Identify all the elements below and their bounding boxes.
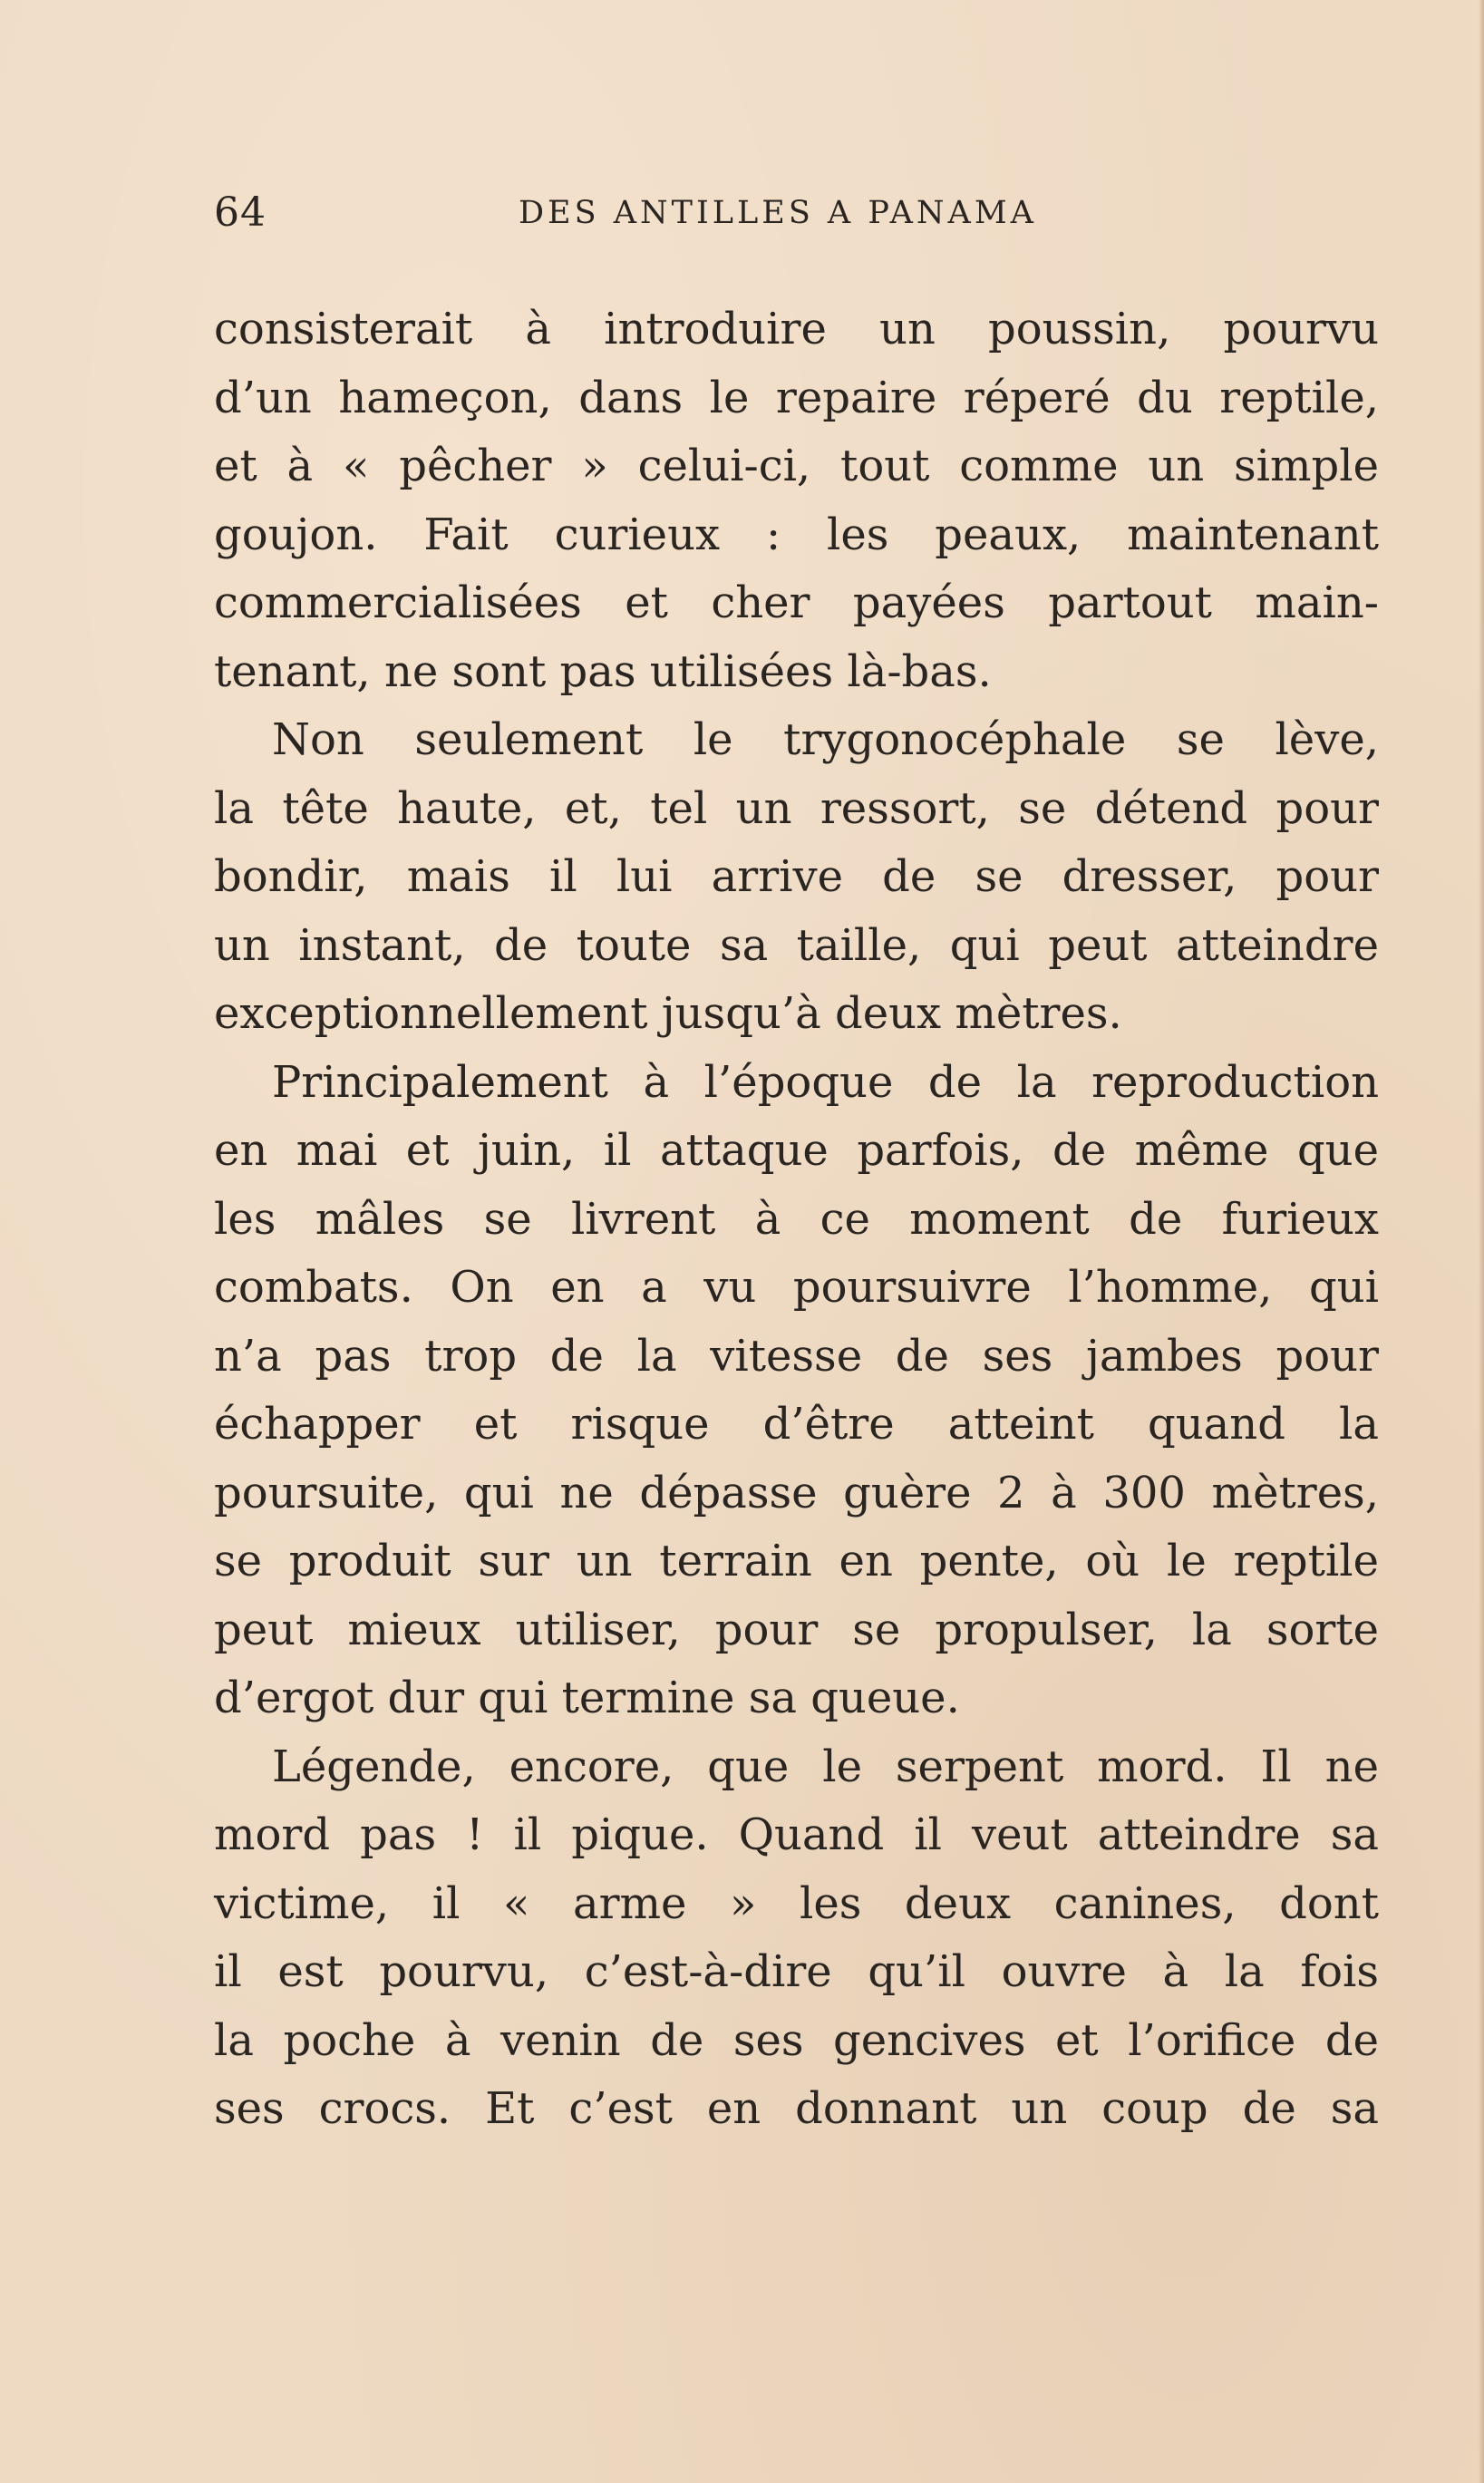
text-line: exceptionnellement jusqu’à deux mètres.: [214, 988, 1122, 1039]
running-header: [214, 186, 1383, 240]
text-line: peut mieux utiliser, pour se propulser, la sorte: [214, 1604, 1379, 1655]
text-line: en mai et juin, il attaque parfois, de même que: [214, 1125, 1379, 1176]
text-line: il est pourvu, c’est-à-dire qu’il ouvre à la fois: [214, 1946, 1379, 1997]
text-line: victime, il « arme » les deux canines, dont: [214, 1877, 1379, 1929]
text-line: d’ergot dur qui termine sa queue.: [214, 1673, 960, 1723]
text-line: Légende, encore, que le serpent mord. Il ne: [272, 1741, 1379, 1792]
text-line: échapper et risque d’être atteint quand la: [214, 1399, 1379, 1450]
text-line: la tête haute, et, tel un ressort, se détend pour: [214, 782, 1379, 834]
text-line: bondir, mais il lui arrive de se dresser, pour: [214, 851, 1379, 902]
text-line: la poche à venin de ses gencives et l’orifice de: [214, 2014, 1379, 2066]
body-text: [214, 296, 1379, 2144]
page-number: 64: [214, 189, 267, 236]
text-line: un instant, de toute sa taille, qui peut atteindre: [214, 919, 1379, 971]
text-line: Principalement à l’époque de la reproduction: [272, 1056, 1379, 1108]
text-line: Non seulement le trygonocéphale se lève,: [272, 714, 1379, 765]
text-line: se produit sur un terrain en pente, où le reptile: [214, 1536, 1379, 1586]
text-line: tenant, ne sont pas utilisées là-bas.: [214, 645, 992, 697]
text-line: combats. On en a vu poursuivre l’homme, qui: [214, 1262, 1379, 1313]
running-title: DES ANTILLES A PANAMA: [519, 195, 1037, 231]
text-line: n’a pas trop de la vitesse de ses jambes pour: [214, 1330, 1379, 1382]
text-line: consisterait à introduire un poussin, pourvu: [214, 304, 1379, 354]
text-line: ses crocs. Et c’est en donnant un coup de sa: [214, 2083, 1379, 2134]
text-line: d’un hameçon, dans le repaire réperé du reptile,: [214, 372, 1379, 423]
page-edge-shadow: [1479, 0, 1484, 2483]
text-line: les mâles se livrent à ce moment de furieux: [214, 1193, 1379, 1245]
text-line: poursuite, qui ne dépasse guère 2 à 300 mètres,: [214, 1467, 1379, 1518]
text-line: mord pas ! il pique. Quand il veut atteindre sa: [214, 1809, 1379, 1860]
text-line: et à « pêcher » celui-ci, tout comme un simple: [214, 441, 1379, 491]
text-line: goujon. Fait curieux : les peaux, maintenant: [214, 509, 1379, 560]
text-line: commercialisées et cher payées partout main-: [214, 577, 1379, 628]
